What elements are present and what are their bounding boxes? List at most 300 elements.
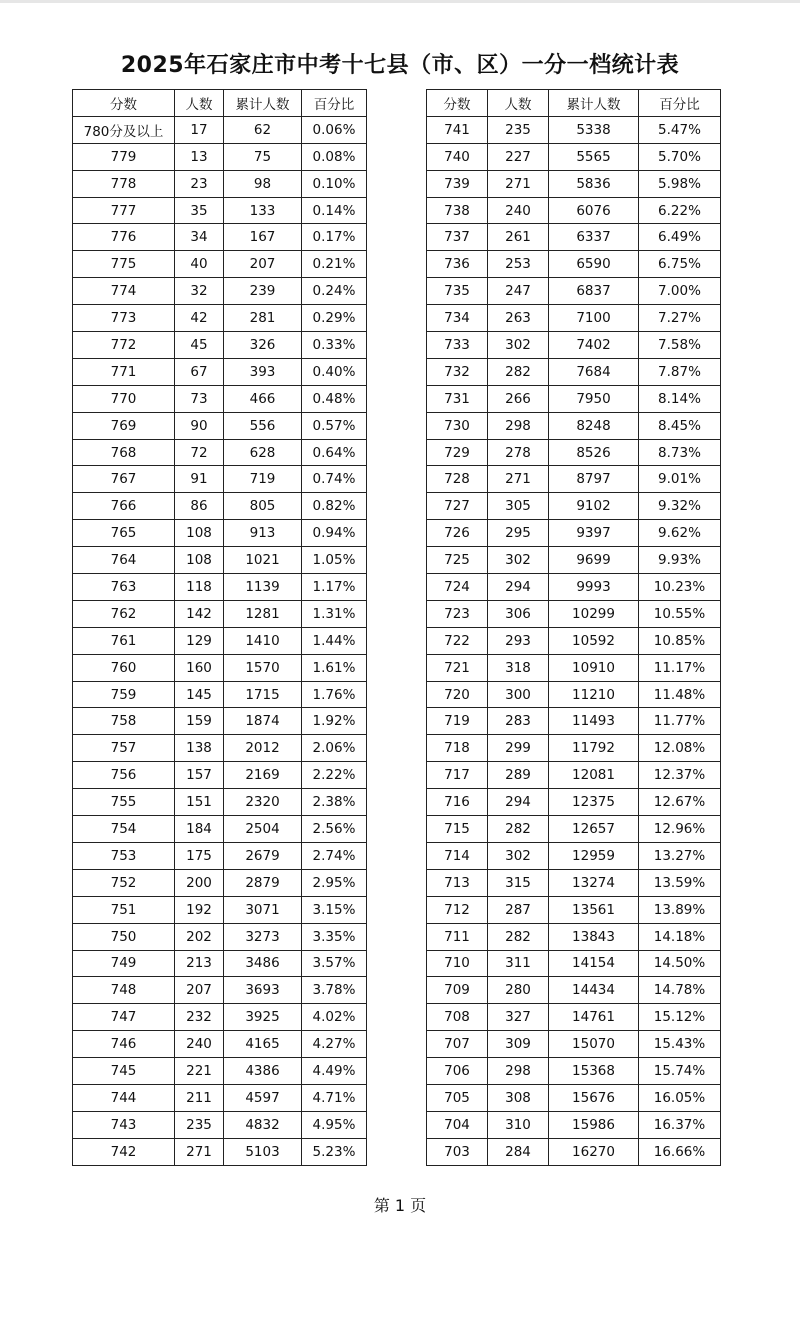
cell-cumulative: 8797	[549, 466, 639, 493]
cell-cumulative: 14154	[549, 950, 639, 977]
cell-score: 767	[73, 466, 175, 493]
cell-score: 720	[427, 681, 488, 708]
cell-percent: 0.10%	[302, 170, 367, 197]
cell-count: 221	[175, 1058, 224, 1085]
table-row	[427, 358, 721, 385]
cell-cumulative: 3273	[224, 923, 302, 950]
cell-cumulative: 11493	[549, 708, 639, 735]
cell-score: 730	[427, 412, 488, 439]
cell-cumulative: 207	[224, 251, 302, 278]
cell-count: 305	[488, 493, 549, 520]
table-row	[73, 600, 367, 627]
cell-count: 263	[488, 305, 549, 332]
cell-count: 91	[175, 466, 224, 493]
cell-count: 211	[175, 1084, 224, 1111]
cell-score: 763	[73, 574, 175, 601]
header-count: 人数	[488, 90, 549, 117]
cell-cumulative: 167	[224, 224, 302, 251]
cell-cumulative: 133	[224, 197, 302, 224]
table-row	[427, 1031, 721, 1058]
cell-percent: 10.23%	[639, 574, 721, 601]
cell-score: 747	[73, 1004, 175, 1031]
cell-count: 271	[175, 1138, 224, 1165]
cell-cumulative: 281	[224, 305, 302, 332]
cell-count: 310	[488, 1111, 549, 1138]
cell-cumulative: 6590	[549, 251, 639, 278]
cell-score: 748	[73, 977, 175, 1004]
cell-count: 227	[488, 143, 549, 170]
table-row	[73, 681, 367, 708]
table-row	[73, 654, 367, 681]
table-row	[73, 332, 367, 359]
cell-cumulative: 7684	[549, 358, 639, 385]
cell-cumulative: 7100	[549, 305, 639, 332]
cell-cumulative: 5836	[549, 170, 639, 197]
cell-count: 261	[488, 224, 549, 251]
cell-cumulative: 3486	[224, 950, 302, 977]
cell-score: 728	[427, 466, 488, 493]
cell-score: 755	[73, 789, 175, 816]
cell-percent: 9.62%	[639, 520, 721, 547]
table-row	[427, 547, 721, 574]
cell-count: 235	[175, 1111, 224, 1138]
cell-count: 213	[175, 950, 224, 977]
cell-cumulative: 12959	[549, 842, 639, 869]
table-row	[427, 1058, 721, 1085]
cell-count: 159	[175, 708, 224, 735]
cell-count: 118	[175, 574, 224, 601]
cell-cumulative: 1021	[224, 547, 302, 574]
table-row	[73, 816, 367, 843]
cell-count: 23	[175, 170, 224, 197]
header-percent: 百分比	[302, 90, 367, 117]
cell-score: 731	[427, 385, 488, 412]
cell-count: 271	[488, 170, 549, 197]
cell-cumulative: 15676	[549, 1084, 639, 1111]
cell-cumulative: 7950	[549, 385, 639, 412]
cell-count: 235	[488, 116, 549, 143]
cell-cumulative: 9102	[549, 493, 639, 520]
cell-score: 722	[427, 627, 488, 654]
cell-score: 757	[73, 735, 175, 762]
cell-percent: 0.17%	[302, 224, 367, 251]
table-row	[73, 547, 367, 574]
table-row	[73, 439, 367, 466]
cell-score: 709	[427, 977, 488, 1004]
table-row	[73, 708, 367, 735]
table-row	[427, 896, 721, 923]
cell-count: 298	[488, 1058, 549, 1085]
cell-score: 719	[427, 708, 488, 735]
cell-score: 778	[73, 170, 175, 197]
table-row	[427, 224, 721, 251]
header-percent: 百分比	[639, 90, 721, 117]
cell-cumulative: 5338	[549, 116, 639, 143]
cell-count: 45	[175, 332, 224, 359]
cell-cumulative: 10299	[549, 600, 639, 627]
cell-score: 740	[427, 143, 488, 170]
cell-cumulative: 4832	[224, 1111, 302, 1138]
cell-cumulative: 15070	[549, 1031, 639, 1058]
cell-cumulative: 11792	[549, 735, 639, 762]
table-row	[427, 923, 721, 950]
cell-score: 744	[73, 1084, 175, 1111]
cell-cumulative: 62	[224, 116, 302, 143]
table-row	[427, 116, 721, 143]
cell-percent: 12.96%	[639, 816, 721, 843]
cell-score: 769	[73, 412, 175, 439]
cell-score: 707	[427, 1031, 488, 1058]
cell-count: 309	[488, 1031, 549, 1058]
cell-count: 298	[488, 412, 549, 439]
cell-cumulative: 6337	[549, 224, 639, 251]
cell-count: 232	[175, 1004, 224, 1031]
cell-percent: 7.27%	[639, 305, 721, 332]
table-row	[427, 520, 721, 547]
cell-score: 708	[427, 1004, 488, 1031]
table-row	[427, 170, 721, 197]
cell-count: 145	[175, 681, 224, 708]
table-row	[427, 842, 721, 869]
table-row	[73, 869, 367, 896]
cell-cumulative: 9993	[549, 574, 639, 601]
cell-count: 17	[175, 116, 224, 143]
cell-score: 760	[73, 654, 175, 681]
cell-percent: 4.49%	[302, 1058, 367, 1085]
table-row	[73, 1031, 367, 1058]
cell-percent: 1.61%	[302, 654, 367, 681]
table-row	[73, 842, 367, 869]
table-row	[73, 520, 367, 547]
cell-percent: 4.02%	[302, 1004, 367, 1031]
cell-percent: 1.31%	[302, 600, 367, 627]
cell-percent: 2.38%	[302, 789, 367, 816]
cell-percent: 15.43%	[639, 1031, 721, 1058]
table-row	[427, 1138, 721, 1165]
cell-score: 772	[73, 332, 175, 359]
cell-count: 302	[488, 547, 549, 574]
table-row	[427, 574, 721, 601]
cell-percent: 7.00%	[639, 278, 721, 305]
header-score: 分数	[73, 90, 175, 117]
table-row	[73, 170, 367, 197]
cell-score: 766	[73, 493, 175, 520]
table-row	[73, 385, 367, 412]
cell-score: 749	[73, 950, 175, 977]
table-row	[73, 627, 367, 654]
cell-percent: 0.40%	[302, 358, 367, 385]
table-row	[427, 466, 721, 493]
cell-count: 72	[175, 439, 224, 466]
cell-cumulative: 75	[224, 143, 302, 170]
cell-cumulative: 2320	[224, 789, 302, 816]
header-score: 分数	[427, 90, 488, 117]
table-row	[73, 197, 367, 224]
cell-cumulative: 1139	[224, 574, 302, 601]
cell-score: 758	[73, 708, 175, 735]
top-border-line	[0, 0, 800, 3]
cell-percent: 11.77%	[639, 708, 721, 735]
cell-percent: 8.14%	[639, 385, 721, 412]
cell-score: 741	[427, 116, 488, 143]
cell-cumulative: 15368	[549, 1058, 639, 1085]
cell-score: 743	[73, 1111, 175, 1138]
cell-count: 73	[175, 385, 224, 412]
table-row	[73, 735, 367, 762]
table-row	[73, 789, 367, 816]
cell-count: 306	[488, 600, 549, 627]
cell-score: 776	[73, 224, 175, 251]
cell-count: 32	[175, 278, 224, 305]
cell-cumulative: 805	[224, 493, 302, 520]
table-row	[427, 816, 721, 843]
table-row	[73, 1111, 367, 1138]
cell-count: 271	[488, 466, 549, 493]
cell-score: 737	[427, 224, 488, 251]
cell-percent: 7.87%	[639, 358, 721, 385]
cell-score: 711	[427, 923, 488, 950]
cell-cumulative: 11210	[549, 681, 639, 708]
cell-count: 157	[175, 762, 224, 789]
cell-score: 736	[427, 251, 488, 278]
cell-count: 318	[488, 654, 549, 681]
cell-score: 723	[427, 600, 488, 627]
cell-cumulative: 13274	[549, 869, 639, 896]
table-row	[73, 1058, 367, 1085]
cell-count: 86	[175, 493, 224, 520]
cell-percent: 12.67%	[639, 789, 721, 816]
cell-percent: 3.15%	[302, 896, 367, 923]
cell-count: 282	[488, 816, 549, 843]
cell-percent: 1.17%	[302, 574, 367, 601]
cell-percent: 0.57%	[302, 412, 367, 439]
cell-percent: 3.78%	[302, 977, 367, 1004]
table-row	[73, 1004, 367, 1031]
cell-percent: 12.08%	[639, 735, 721, 762]
table-row	[427, 762, 721, 789]
cell-score: 727	[427, 493, 488, 520]
cell-count: 40	[175, 251, 224, 278]
cell-count: 253	[488, 251, 549, 278]
table-row	[73, 762, 367, 789]
table-row	[427, 600, 721, 627]
cell-count: 67	[175, 358, 224, 385]
cell-count: 184	[175, 816, 224, 843]
cell-cumulative: 719	[224, 466, 302, 493]
cell-score: 768	[73, 439, 175, 466]
cell-count: 175	[175, 842, 224, 869]
cell-count: 202	[175, 923, 224, 950]
cell-count: 142	[175, 600, 224, 627]
cell-count: 108	[175, 547, 224, 574]
table-row	[427, 950, 721, 977]
header-cumulative: 累计人数	[224, 90, 302, 117]
cell-cumulative: 4597	[224, 1084, 302, 1111]
cell-percent: 0.74%	[302, 466, 367, 493]
cell-cumulative: 12375	[549, 789, 639, 816]
cell-count: 35	[175, 197, 224, 224]
table-row	[427, 654, 721, 681]
cell-score: 712	[427, 896, 488, 923]
cell-count: 160	[175, 654, 224, 681]
cell-score: 724	[427, 574, 488, 601]
cell-count: 315	[488, 869, 549, 896]
cell-percent: 4.27%	[302, 1031, 367, 1058]
cell-percent: 14.50%	[639, 950, 721, 977]
cell-percent: 1.05%	[302, 547, 367, 574]
cell-percent: 9.93%	[639, 547, 721, 574]
cell-percent: 0.24%	[302, 278, 367, 305]
cell-cumulative: 8248	[549, 412, 639, 439]
table-row	[427, 735, 721, 762]
cell-percent: 0.06%	[302, 116, 367, 143]
cell-score: 756	[73, 762, 175, 789]
cell-percent: 9.01%	[639, 466, 721, 493]
cell-count: 138	[175, 735, 224, 762]
score-table-left	[72, 89, 367, 1166]
cell-count: 108	[175, 520, 224, 547]
cell-count: 289	[488, 762, 549, 789]
cell-percent: 2.74%	[302, 842, 367, 869]
cell-count: 299	[488, 735, 549, 762]
cell-cumulative: 2679	[224, 842, 302, 869]
cell-score: 754	[73, 816, 175, 843]
cell-cumulative: 3071	[224, 896, 302, 923]
table-row	[427, 278, 721, 305]
cell-score: 718	[427, 735, 488, 762]
cell-score: 770	[73, 385, 175, 412]
cell-cumulative: 1715	[224, 681, 302, 708]
cell-count: 200	[175, 869, 224, 896]
cell-cumulative: 4386	[224, 1058, 302, 1085]
cell-cumulative: 1570	[224, 654, 302, 681]
cell-percent: 1.44%	[302, 627, 367, 654]
cell-score: 721	[427, 654, 488, 681]
table-row	[427, 1111, 721, 1138]
cell-cumulative: 913	[224, 520, 302, 547]
cell-score: 773	[73, 305, 175, 332]
cell-cumulative: 1281	[224, 600, 302, 627]
cell-score: 739	[427, 170, 488, 197]
cell-count: 294	[488, 789, 549, 816]
cell-cumulative: 2012	[224, 735, 302, 762]
cell-score: 710	[427, 950, 488, 977]
cell-count: 311	[488, 950, 549, 977]
cell-score: 777	[73, 197, 175, 224]
table-row	[427, 708, 721, 735]
cell-count: 240	[488, 197, 549, 224]
cell-percent: 0.33%	[302, 332, 367, 359]
cell-cumulative: 466	[224, 385, 302, 412]
cell-cumulative: 9699	[549, 547, 639, 574]
cell-cumulative: 6076	[549, 197, 639, 224]
cell-percent: 7.58%	[639, 332, 721, 359]
cell-percent: 10.85%	[639, 627, 721, 654]
table-row	[73, 116, 367, 143]
cell-score: 735	[427, 278, 488, 305]
cell-cumulative: 10910	[549, 654, 639, 681]
table-row	[73, 278, 367, 305]
cell-percent: 12.37%	[639, 762, 721, 789]
cell-count: 282	[488, 923, 549, 950]
cell-count: 42	[175, 305, 224, 332]
cell-cumulative: 4165	[224, 1031, 302, 1058]
cell-cumulative: 239	[224, 278, 302, 305]
table-row	[427, 1004, 721, 1031]
cell-cumulative: 14434	[549, 977, 639, 1004]
cell-cumulative: 5565	[549, 143, 639, 170]
cell-score: 780分及以上	[73, 116, 175, 143]
cell-percent: 2.95%	[302, 869, 367, 896]
table-row	[427, 627, 721, 654]
cell-score: 742	[73, 1138, 175, 1165]
header-count: 人数	[175, 90, 224, 117]
document-title: 2025年石家庄市中考十七县（市、区）一分一档统计表	[120, 53, 680, 78]
cell-percent: 2.22%	[302, 762, 367, 789]
cell-cumulative: 7402	[549, 332, 639, 359]
table-row	[73, 305, 367, 332]
cell-percent: 4.95%	[302, 1111, 367, 1138]
cell-cumulative: 5103	[224, 1138, 302, 1165]
cell-score: 725	[427, 547, 488, 574]
cell-score: 726	[427, 520, 488, 547]
cell-percent: 11.17%	[639, 654, 721, 681]
cell-score: 714	[427, 842, 488, 869]
table-row	[73, 251, 367, 278]
table-row	[73, 224, 367, 251]
cell-count: 294	[488, 574, 549, 601]
cell-count: 293	[488, 627, 549, 654]
cell-percent: 5.23%	[302, 1138, 367, 1165]
table-row	[73, 574, 367, 601]
cell-score: 716	[427, 789, 488, 816]
cell-cumulative: 13843	[549, 923, 639, 950]
cell-count: 129	[175, 627, 224, 654]
cell-cumulative: 6837	[549, 278, 639, 305]
cell-count: 302	[488, 842, 549, 869]
cell-score: 753	[73, 842, 175, 869]
cell-percent: 5.98%	[639, 170, 721, 197]
cell-percent: 15.12%	[639, 1004, 721, 1031]
cell-percent: 2.06%	[302, 735, 367, 762]
table-row	[73, 466, 367, 493]
table-row	[73, 493, 367, 520]
cell-count: 247	[488, 278, 549, 305]
table-row	[427, 197, 721, 224]
cell-score: 715	[427, 816, 488, 843]
cell-percent: 16.37%	[639, 1111, 721, 1138]
table-row	[427, 869, 721, 896]
cell-cumulative: 9397	[549, 520, 639, 547]
cell-percent: 5.70%	[639, 143, 721, 170]
cell-count: 266	[488, 385, 549, 412]
cell-score: 706	[427, 1058, 488, 1085]
table-row	[427, 439, 721, 466]
cell-count: 278	[488, 439, 549, 466]
cell-count: 34	[175, 224, 224, 251]
table-row	[427, 143, 721, 170]
cell-cumulative: 2879	[224, 869, 302, 896]
cell-score: 704	[427, 1111, 488, 1138]
cell-count: 302	[488, 332, 549, 359]
cell-count: 90	[175, 412, 224, 439]
cell-percent: 13.59%	[639, 869, 721, 896]
table-row	[73, 143, 367, 170]
cell-score: 705	[427, 1084, 488, 1111]
table-row	[427, 789, 721, 816]
table-row	[427, 332, 721, 359]
cell-score: 717	[427, 762, 488, 789]
